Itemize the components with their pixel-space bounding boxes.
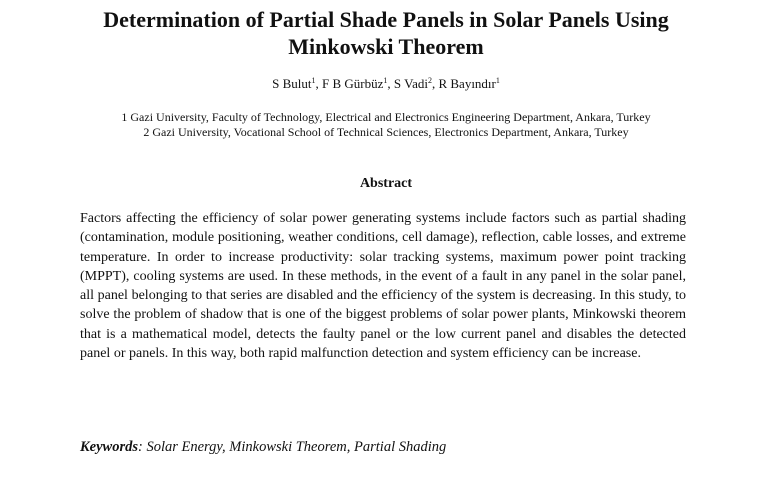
- keywords-line: [80, 438, 720, 456]
- author-name: F B Gürbüz: [321, 76, 384, 91]
- affiliation-2: 2 Gazi University, Vocational School of Technical Sciences, Electronics Department, Ankara, Turkey: [143, 125, 629, 139]
- author-entry: [322, 76, 394, 91]
- author-name: R Bayındır: [438, 76, 496, 91]
- author-name: S Bulut: [272, 76, 312, 91]
- author-entry: [394, 76, 439, 91]
- author-affiliation-mark: 1: [311, 76, 316, 85]
- author-separator: ,: [431, 76, 439, 91]
- author-entry: [438, 76, 499, 91]
- author-entry: [272, 76, 322, 91]
- keywords-text: Solar Energy, Minkowski Theorem, Partial Shading: [146, 439, 447, 455]
- author-affiliation-mark: 1: [495, 76, 500, 85]
- affiliation-1: 1 Gazi University, Faculty of Technology, Electrical and Electronics Engineering Department, Ankara, Turkey: [121, 110, 651, 124]
- author-name: S Vadi: [393, 76, 428, 91]
- author-affiliation-mark: 2: [427, 76, 432, 85]
- author-affiliation-mark: 1: [383, 76, 388, 85]
- keywords-label: Keywords: [80, 439, 138, 455]
- keywords-separator: :: [138, 439, 147, 455]
- author-list: [0, 76, 772, 92]
- abstract-heading: Abstract: [359, 176, 413, 191]
- author-separator: ,: [315, 76, 322, 91]
- abstract-text: Factors affecting the efficiency of solar power generating systems include factors such as partial shading (contamination, module positioning, weather conditions, cell damage), reflection, cable losses, and extreme temperature. In order to increase productivity: solar tracking systems, maximum power point tracking (MPPT), cooling systems are used. In these methods, in the event of a fault in any panel in the solar panel, all panel belonging to that series are disabled and the efficiency of the system is decreasing. In this study, to solve the problem of shadow that is one of the biggest problems of solar power plants, Minkowski theorem that is a mathematical model, detects the faulty panel or the low current panel and disables the detected panel or panels. In this way, both rapid malfunction detection and system efficiency can be increase.: [80, 211, 686, 362]
- author-separator: ,: [387, 76, 394, 91]
- paper-title: Determination of Partial Shade Panels in Solar Panels Using Minkowski Theorem: [103, 7, 669, 59]
